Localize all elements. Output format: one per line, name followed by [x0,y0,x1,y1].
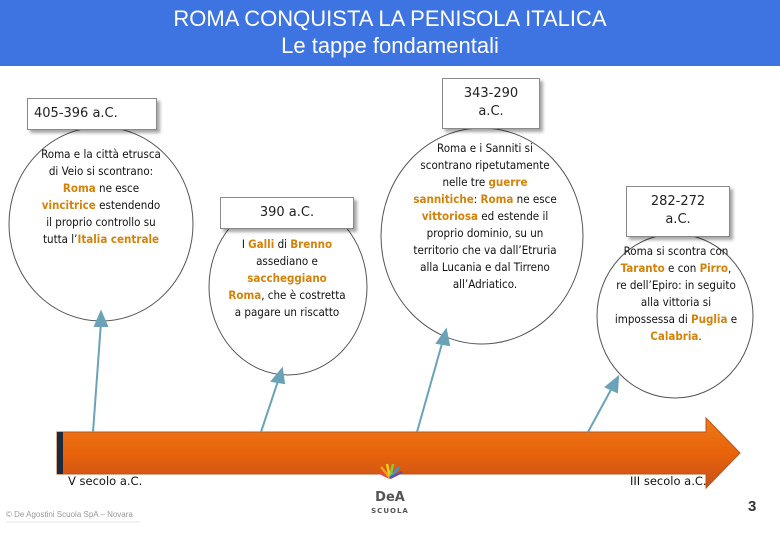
event-text: ne esce [513,192,557,206]
highlight-text: Pirro [699,261,729,275]
pointer-arrow-3 [417,340,443,432]
event-date: 405-396 a.C. [34,106,118,121]
highlight-text: Calabria [650,329,699,343]
highlight-text: vincitrice [41,198,96,212]
event-description-4 [614,243,738,345]
event-description-3 [412,140,558,293]
event-text: I [241,237,249,251]
event-date: a.C. [665,212,691,227]
pointer-arrow-4 [588,386,613,432]
date-box-282-272 [626,186,730,237]
highlight-text: Brenno [290,237,333,251]
event-date: a.C. [478,104,504,119]
event-date: 390 a.C. [259,205,315,220]
slide-subtitle: Le tappe fondamentali [281,33,499,58]
event-text: Roma e la città etrusca di Veio si scontrano: [41,147,161,178]
event-text: ed estende il proprio dominio, su un territorio che va dall’Etruria alla Lucania e dal Tirreno all’Adriatico. [413,209,557,291]
event-description-1 [40,146,162,248]
event-text: e con [664,261,700,275]
event-text: : [473,192,481,206]
event-text: estendendo il proprio controllo su tutta l’ [42,198,161,246]
timeline-end-label: III secolo a.C. [630,474,707,488]
event-text: Roma si scontra con [623,244,729,258]
timeline-left-cap [57,432,63,474]
event-text: di [274,237,291,251]
pointer-arrow-1 [93,322,101,432]
event-text: e [727,312,738,326]
highlight-text: Taranto [620,261,665,275]
event-text: assediano e [256,254,318,268]
highlight-text: saccheggiano Roma [228,271,327,302]
page-number: 3 [748,498,757,515]
copyright-text: © De Agostini Scuola SpA – Novara [6,510,133,519]
event-text: . [698,329,702,343]
event-description-2 [228,236,346,321]
event-text: , re dell’Epiro: in seguito alla vittoria si impossessa di [614,261,736,326]
highlight-text: Roma [62,181,96,195]
event-text: Roma e i Sanniti si scontrano ripetutamente nelle tre [420,141,550,189]
highlight-text: Galli [248,237,275,251]
highlight-text: Puglia [691,312,728,326]
date-box-405-396 [27,98,157,130]
highlight-text: vittoriosa [421,209,478,223]
event-date: 282-272 [650,194,706,209]
event-text: ne esce [95,181,140,195]
date-box-343-290 [442,78,540,129]
logo-text: DeA [375,490,405,505]
event-date: 343-290 [463,86,519,101]
slide-title: ROMA CONQUISTA LA PENISOLA ITALICA [173,6,607,31]
pointer-arrow-2 [261,378,279,432]
highlight-text: Italia centrale [77,232,160,246]
highlight-text: Roma [480,192,514,206]
logo-subtext: SCUOLA [371,507,409,515]
date-box-390 [220,197,354,229]
highlight-text: guerre sannitiche [413,175,528,206]
pointer-arrowhead-4 [606,377,618,392]
timeline-start-label: V secolo a.C. [68,474,143,488]
event-text: , che è costretta a pagare un riscatto [234,288,346,319]
